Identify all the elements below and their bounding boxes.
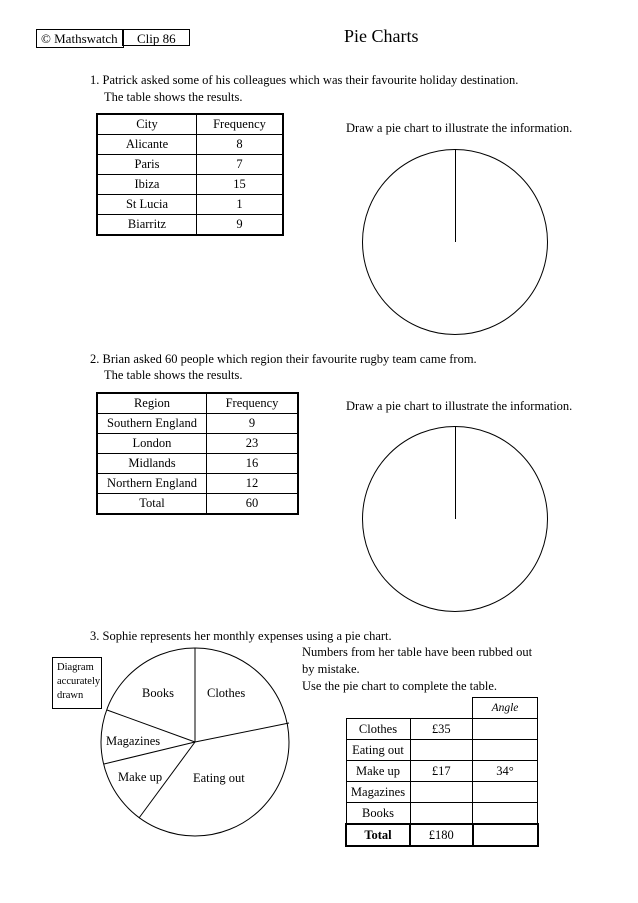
table-cell: St Lucia: [97, 195, 197, 215]
q2-header-frequency: Frequency: [207, 393, 299, 414]
table-cell-total: Total: [346, 824, 410, 846]
pie-label-clothes: Clothes: [207, 686, 246, 700]
q2-header-region: Region: [97, 393, 207, 414]
pie-label-makeup: Make up: [118, 770, 163, 784]
q1-pie-radius: [455, 149, 456, 242]
q2-line2: The table shows the results.: [104, 368, 243, 382]
q3-line1: 3. Sophie represents her monthly expenses using a pie chart.: [90, 629, 392, 643]
pie-label-magazines: Magazines: [106, 734, 161, 748]
table-row: [97, 135, 283, 155]
diagram-note-box: [52, 657, 102, 709]
table-cell: 9: [197, 215, 284, 236]
table-row: [346, 740, 538, 761]
table-row: [346, 803, 538, 825]
table-cell: £35: [410, 719, 473, 740]
q2-pie-radius: [455, 426, 456, 519]
table-row: [97, 494, 298, 515]
q1-line2: The table shows the results.: [104, 90, 243, 104]
table-row: [97, 175, 283, 195]
table-cell-input[interactable]: [473, 803, 538, 825]
q1-line1: 1. Patrick asked some of his colleagues which was their favourite holiday destination.: [90, 73, 519, 87]
diagram-note-line1: Diagram: [57, 662, 94, 673]
table-cell: 1: [197, 195, 284, 215]
table-row: [97, 393, 298, 414]
table-row: [97, 155, 283, 175]
table-cell: £180: [410, 824, 473, 846]
table-cell: 60: [207, 494, 299, 515]
table-cell: 9: [207, 414, 299, 434]
table-row: [97, 454, 298, 474]
q1-table: [96, 113, 284, 236]
table-row: [97, 414, 298, 434]
q3-line3: by mistake.: [302, 662, 360, 676]
pie-label-eatingout: Eating out: [193, 771, 245, 785]
pie-label-books: Books: [142, 686, 174, 700]
table-row: [97, 114, 283, 135]
q2-instruction: Draw a pie chart to illustrate the information.: [346, 399, 573, 413]
table-row: [346, 782, 538, 803]
q3-header-angle: Angle: [473, 698, 538, 719]
table-row: [346, 761, 538, 782]
copyright-text: © Mathswatch: [41, 31, 118, 46]
clip-box: [122, 29, 190, 46]
table-cell: Southern England: [97, 414, 207, 434]
table-cell: Biarritz: [97, 215, 197, 236]
pie-divider-right: [195, 723, 289, 742]
q2-line1: 2. Brian asked 60 people which region their favourite rugby team came from.: [90, 352, 477, 366]
table-row: [97, 474, 298, 494]
table-cell: 16: [207, 454, 299, 474]
q1-header-frequency: Frequency: [197, 114, 284, 135]
table-row: [97, 215, 283, 236]
table-cell: Magazines: [346, 782, 410, 803]
table-cell: 34°: [473, 761, 538, 782]
table-cell: 12: [207, 474, 299, 494]
table-row: [346, 719, 538, 740]
clip-text: Clip 86: [137, 31, 176, 46]
table-cell: Clothes: [346, 719, 410, 740]
q3-line2: Numbers from her table have been rubbed out: [302, 645, 533, 659]
table-cell: Paris: [97, 155, 197, 175]
table-cell: Make up: [346, 761, 410, 782]
table-row: [97, 434, 298, 454]
table-row: [97, 195, 283, 215]
q1-instruction: Draw a pie chart to illustrate the information.: [346, 121, 573, 135]
table-cell: Northern England: [97, 474, 207, 494]
table-cell: 15: [197, 175, 284, 195]
table-row: [346, 824, 538, 846]
table-cell: 23: [207, 434, 299, 454]
table-cell: Total: [97, 494, 207, 515]
table-cell: 8: [197, 135, 284, 155]
table-cell: London: [97, 434, 207, 454]
table-cell-input[interactable]: [473, 824, 538, 846]
diagram-note-line2: accurately: [57, 676, 101, 687]
table-cell-input[interactable]: [473, 719, 538, 740]
table-cell: Ibiza: [97, 175, 197, 195]
copyright-box: [36, 29, 124, 48]
q1-header-city: City: [97, 114, 197, 135]
table-cell: Alicante: [97, 135, 197, 155]
table-cell: £17: [410, 761, 473, 782]
q2-table: [96, 392, 299, 515]
page-title: Pie Charts: [344, 26, 419, 46]
q3-line4: Use the pie chart to complete the table.: [302, 679, 498, 693]
table-cell: Eating out: [346, 740, 410, 761]
diagram-note-line3: drawn: [57, 690, 84, 701]
q3-table: [345, 697, 539, 847]
table-cell-input[interactable]: [410, 740, 473, 761]
table-cell: Books: [346, 803, 410, 825]
table-cell: Midlands: [97, 454, 207, 474]
table-cell-input[interactable]: [410, 803, 473, 825]
table-cell-input[interactable]: [473, 740, 538, 761]
table-cell: 7: [197, 155, 284, 175]
table-cell-input[interactable]: [410, 782, 473, 803]
table-cell-input[interactable]: [473, 782, 538, 803]
table-row: [346, 698, 538, 719]
